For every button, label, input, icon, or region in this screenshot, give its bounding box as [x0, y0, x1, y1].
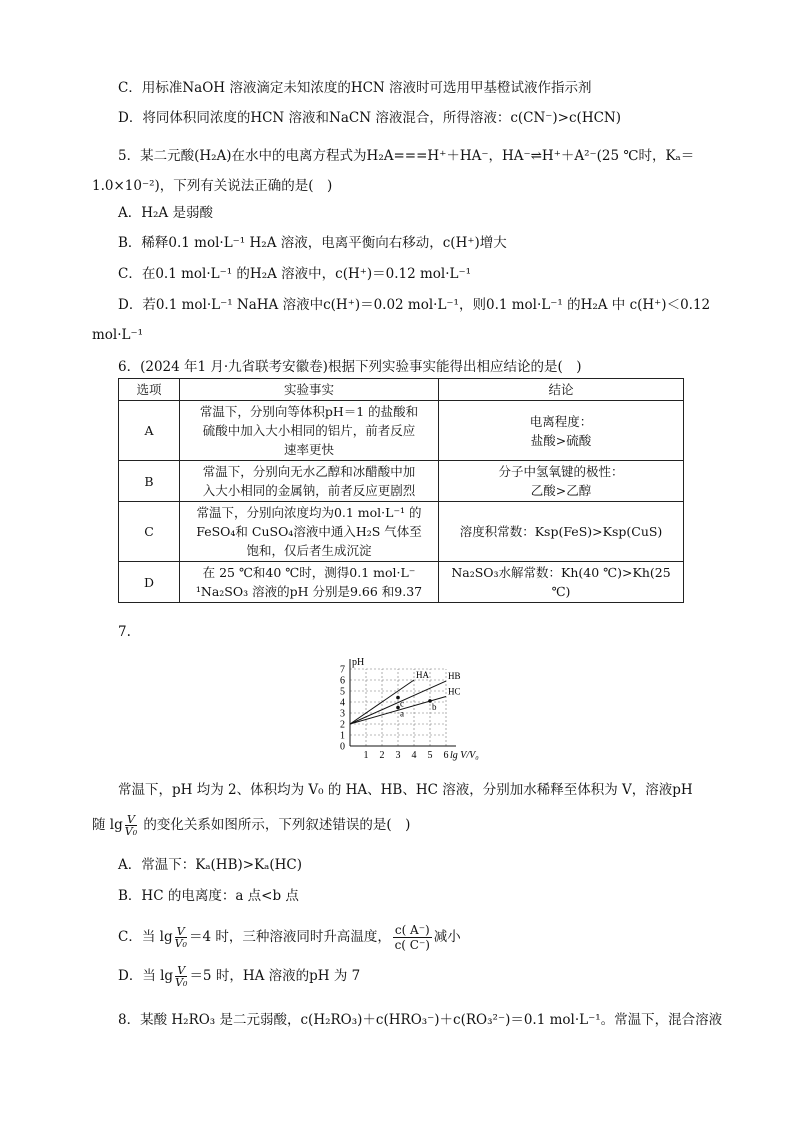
- series-label-ha: HA: [416, 670, 429, 680]
- q5-stem-line1: 5．某二元酸(H₂A)在水中的电离方程式为H₂A===H⁺＋HA⁻，HA⁻⇌H⁺＋A²⁻(25 ℃时，Kₐ＝: [118, 148, 695, 164]
- row-conclusion: [439, 461, 684, 502]
- q7-stem-line2: [92, 814, 410, 837]
- series-label-hc: HC: [448, 686, 461, 697]
- y-tick-label: 4: [340, 697, 345, 709]
- conclusion-line: 乙酸>乙醇: [530, 483, 592, 498]
- frac-numerator: V: [175, 926, 187, 938]
- q7-number: 7.: [118, 624, 131, 640]
- point-label-b: b: [432, 701, 437, 712]
- table-row: [119, 401, 684, 461]
- q7-stem-line1: 常温下，pH 均为 2、体积均为 V₀ 的 HA、HB、HC 溶液，分别加水稀释至体积为 V，溶液pH: [118, 782, 693, 798]
- row-fact: [180, 461, 439, 502]
- y-tick-label: 5: [340, 686, 345, 698]
- fact-line: 常温下，分别向浓度均为0.1 mol·L⁻¹ 的: [196, 505, 422, 520]
- q7-option-c-suffix: 减小: [433, 929, 461, 945]
- q7-option-b: B．HC 的电离度：a 点<b 点: [118, 888, 299, 904]
- row-option: A: [119, 401, 180, 461]
- q7-option-d-prefix: D．当 lg: [118, 968, 174, 984]
- row-conclusion: [439, 562, 684, 603]
- fact-line: 入大小相同的金属钠，前者反应更剧烈: [202, 483, 416, 498]
- fact-line: 硫酸中加入大小相同的铝片，前者反应: [202, 423, 416, 438]
- q7-option-d-suffix: ＝5 时，HA 溶液的pH 为 7: [189, 968, 361, 984]
- row-fact: [180, 562, 439, 603]
- y-tick-label: 3: [340, 708, 345, 720]
- frac-denominator: V₀: [175, 976, 188, 989]
- x-tick-label: 2: [379, 750, 385, 761]
- point-label-a: a: [400, 708, 404, 719]
- y-tick-label: 1: [340, 730, 345, 742]
- x-tick-label: 4: [411, 750, 417, 761]
- q5-option-d-line1: D．若0.1 mol·L⁻¹ NaHA 溶液中c(H⁺)＝0.02 mol·L⁻¹，则0.1 mol·L⁻¹ 的H₂A 中 c(H⁺)＜0.12: [118, 297, 711, 313]
- row-conclusion: [439, 502, 684, 562]
- q6-stem: 6．(2024 年1 月·九省联考安徽卷)根据下列实验事实能得出相应结论的是( ): [118, 359, 582, 375]
- row-option: B: [119, 461, 180, 502]
- frac-denominator: c( C⁻): [394, 938, 430, 952]
- fact-line: FeSO₄和 CuSO₄溶液中通入H₂S 气体至: [196, 524, 422, 539]
- fact-line: ¹Na₂SO₃ 溶液的pH 分别是9.66 和9.37: [195, 584, 423, 599]
- fact-line: 常温下，分别向无水乙醇和冰醋酸中加: [202, 464, 416, 479]
- frac-numerator: V: [175, 965, 187, 977]
- q5-option-a: A．H₂A 是弱酸: [118, 205, 213, 221]
- concentration-ratio-fraction: [393, 923, 432, 952]
- series-label-hb: HB: [448, 671, 461, 682]
- x-tick-label: 6: [443, 750, 449, 761]
- x-tick-label: 1: [363, 750, 369, 761]
- conclusion-line: 盐酸>硫酸: [530, 432, 592, 448]
- table-row: [119, 562, 684, 603]
- table-header-row: [119, 379, 684, 401]
- q7-option-d: [118, 965, 360, 988]
- row-option: C: [119, 502, 180, 562]
- q5-option-b: B．稀释0.1 mol·L⁻¹ H₂A 溶液，电离平衡向右移动，c(H⁺)增大: [118, 235, 507, 251]
- q8-stem: 8．某酸 H₂RO₃ 是二元弱酸，c(H₂RO₃)＋c(HRO₃⁻)＋c(RO₃²⁻)＝0.1 mol·L⁻¹。常温下，混合溶液: [118, 1012, 723, 1028]
- frac-numerator: c( A⁻): [394, 923, 430, 937]
- frac-numerator: V: [125, 814, 137, 826]
- row-fact: [180, 502, 439, 562]
- y-axis-label: pH: [352, 657, 365, 668]
- row-conclusion: [439, 401, 684, 461]
- q5-option-d-line2: mol·L⁻¹: [92, 327, 144, 343]
- row-fact: [180, 401, 439, 461]
- y-tick-label: 0: [340, 741, 345, 753]
- table-row: [119, 502, 684, 562]
- conclusion-line: Na₂SO₃水解常数：Kh(40 ℃)>Kh(25 ℃): [451, 565, 671, 599]
- v-over-v0-fraction: [175, 965, 187, 988]
- q7-stem-prefix: 随 lg: [92, 817, 123, 833]
- q7-stem-suffix: 的变化关系如图所示，下列叙述错误的是( ): [139, 817, 411, 833]
- table-row: [119, 461, 684, 502]
- x-axis-label: lg V/V₀: [450, 750, 479, 761]
- frac-denominator: V₀: [124, 825, 138, 838]
- fact-line: 速率更快: [283, 442, 334, 457]
- point-label-c: c: [400, 698, 404, 709]
- q7-option-c: [118, 923, 461, 952]
- q7-option-a: A．常温下：Kₐ(HB)>Kₐ(HC): [118, 857, 303, 873]
- q4-option-c: C．用标准NaOH 溶液滴定未知浓度的HCN 溶液时可选用甲基橙试液作指示剂: [118, 80, 592, 96]
- header-option: 选项: [119, 379, 180, 401]
- fact-line: 在 25 ℃和40 ℃时，测得0.1 mol·L⁻: [202, 565, 416, 580]
- y-tick-label: 6: [340, 675, 345, 687]
- y-tick-label: 7: [340, 664, 345, 676]
- fact-line: 饱和，仅后者生成沉淀: [246, 543, 372, 558]
- chart-labels: [340, 657, 479, 761]
- x-tick-label: 3: [395, 750, 401, 761]
- x-tick-label: 5: [427, 750, 433, 761]
- q4-option-d: D．将同体积同浓度的HCN 溶液和NaCN 溶液混合，所得溶液：c(CN⁻)>c(HCN): [118, 110, 622, 126]
- header-fact: 实验事实: [180, 379, 439, 401]
- row-option: D: [119, 562, 180, 603]
- header-conclusion: 结论: [439, 379, 684, 401]
- q7-option-c-prefix: C．当 lg: [118, 929, 173, 945]
- conclusion-line: 分子中氢氧键的极性：: [498, 464, 624, 479]
- ph-dilution-chart: [330, 642, 480, 772]
- v-over-v0-fraction: [125, 814, 137, 837]
- frac-denominator: V₀: [174, 937, 187, 950]
- q5-stem-line2: 1.0×10⁻²)，下列有关说法正确的是( ): [92, 178, 333, 194]
- conclusion-line: 电离程度：: [529, 413, 593, 429]
- v-over-v0-fraction: [175, 926, 187, 949]
- q7-option-c-mid: ＝4 时，三种溶液同时升高温度，: [188, 929, 391, 945]
- fact-line: 常温下，分别向等体积pH＝1 的盐酸和: [199, 404, 419, 419]
- y-tick-label: 2: [340, 719, 345, 731]
- conclusion-line: 溶度积常数：Ksp(FeS)>Ksp(CuS): [459, 524, 663, 539]
- q5-option-c: C．在0.1 mol·L⁻¹ 的H₂A 溶液中，c(H⁺)＝0.12 mol·L⁻¹: [118, 266, 472, 282]
- q6-table: [118, 378, 684, 603]
